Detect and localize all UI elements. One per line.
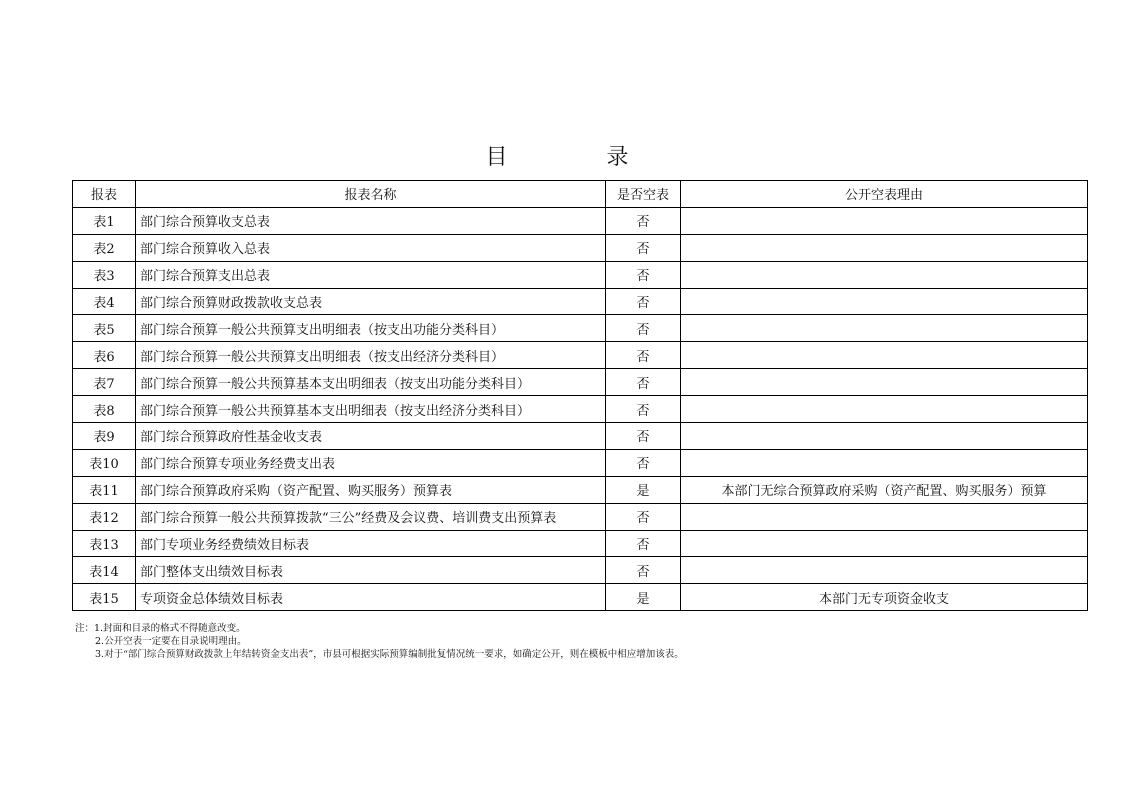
empty-reason-cell bbox=[681, 369, 1088, 396]
report-no-cell: 表3 bbox=[73, 261, 136, 288]
table-row bbox=[73, 234, 1088, 261]
page-title: 目 录 bbox=[485, 145, 675, 170]
table-row bbox=[73, 449, 1088, 476]
contents-table bbox=[72, 180, 1088, 611]
empty-reason-cell bbox=[681, 261, 1088, 288]
report-name-cell: 部门综合预算一般公共预算拨款“三公”经费及会议费、培训费支出预算表 bbox=[136, 503, 606, 530]
is-empty-cell: 否 bbox=[606, 557, 681, 584]
report-name-cell: 部门综合预算一般公共预算支出明细表（按支出功能分类科目） bbox=[136, 315, 606, 342]
report-no-cell: 表13 bbox=[73, 530, 136, 557]
report-name-cell: 部门综合预算收入总表 bbox=[136, 234, 606, 261]
table-row bbox=[73, 584, 1088, 611]
report-no-cell: 表2 bbox=[73, 234, 136, 261]
report-name-cell: 部门综合预算专项业务经费支出表 bbox=[136, 449, 606, 476]
empty-reason-cell bbox=[681, 396, 1088, 423]
report-no-cell: 表8 bbox=[73, 396, 136, 423]
report-name-cell: 专项资金总体绩效目标表 bbox=[136, 584, 606, 611]
is-empty-cell: 否 bbox=[606, 396, 681, 423]
empty-reason-cell bbox=[681, 449, 1088, 476]
empty-reason-cell: 本部门无专项资金收支 bbox=[681, 584, 1088, 611]
footnote-3: 3.对于“部门综合预算财政拨款上年结转资金支出表”，市县可根据实际预算编制批复情况统一要求，如确定公开，则在模板中相应增加该表。 bbox=[95, 649, 684, 660]
empty-reason-cell bbox=[681, 530, 1088, 557]
report-no-cell: 表6 bbox=[73, 342, 136, 369]
footnote-2: 2.公开空表一定要在目录说明理由。 bbox=[95, 636, 247, 647]
empty-reason-cell bbox=[681, 207, 1088, 234]
report-no-cell: 表1 bbox=[73, 207, 136, 234]
report-no-cell: 表5 bbox=[73, 315, 136, 342]
report-no-cell: 表15 bbox=[73, 584, 136, 611]
empty-reason-cell: 本部门无综合预算政府采购（资产配置、购买服务）预算 bbox=[681, 476, 1088, 503]
is-empty-cell: 否 bbox=[606, 234, 681, 261]
footnote-1: 注：1.封面和目录的格式不得随意改变。 bbox=[75, 623, 246, 634]
report-no-cell: 表9 bbox=[73, 423, 136, 450]
empty-reason-cell bbox=[681, 234, 1088, 261]
footnotes bbox=[75, 622, 684, 661]
report-no-cell: 表4 bbox=[73, 288, 136, 315]
table-row bbox=[73, 315, 1088, 342]
table-row bbox=[73, 342, 1088, 369]
is-empty-cell: 否 bbox=[606, 261, 681, 288]
report-name-cell: 部门综合预算一般公共预算基本支出明细表（按支出经济分类科目） bbox=[136, 396, 606, 423]
header-empty-reason: 公开空表理由 bbox=[681, 181, 1088, 208]
is-empty-cell: 否 bbox=[606, 207, 681, 234]
empty-reason-cell bbox=[681, 288, 1088, 315]
is-empty-cell: 否 bbox=[606, 315, 681, 342]
table-row bbox=[73, 207, 1088, 234]
report-no-cell: 表10 bbox=[73, 449, 136, 476]
table-header-row bbox=[73, 181, 1088, 208]
is-empty-cell: 否 bbox=[606, 503, 681, 530]
empty-reason-cell bbox=[681, 503, 1088, 530]
empty-reason-cell bbox=[681, 423, 1088, 450]
table-row bbox=[73, 476, 1088, 503]
report-name-cell: 部门综合预算支出总表 bbox=[136, 261, 606, 288]
empty-reason-cell bbox=[681, 342, 1088, 369]
report-name-cell: 部门综合预算政府采购（资产配置、购买服务）预算表 bbox=[136, 476, 606, 503]
is-empty-cell: 否 bbox=[606, 369, 681, 396]
table-body bbox=[73, 207, 1088, 610]
empty-reason-cell bbox=[681, 315, 1088, 342]
header-is-empty: 是否空表 bbox=[606, 181, 681, 208]
is-empty-cell: 否 bbox=[606, 342, 681, 369]
header-report-name: 报表名称 bbox=[136, 181, 606, 208]
is-empty-cell: 否 bbox=[606, 449, 681, 476]
is-empty-cell: 是 bbox=[606, 584, 681, 611]
report-no-cell: 表7 bbox=[73, 369, 136, 396]
is-empty-cell: 是 bbox=[606, 476, 681, 503]
report-no-cell: 表12 bbox=[73, 503, 136, 530]
is-empty-cell: 否 bbox=[606, 423, 681, 450]
report-name-cell: 部门综合预算一般公共预算支出明细表（按支出经济分类科目） bbox=[136, 342, 606, 369]
header-report-no: 报表 bbox=[73, 181, 136, 208]
table-row bbox=[73, 503, 1088, 530]
table-row bbox=[73, 369, 1088, 396]
table-row bbox=[73, 530, 1088, 557]
report-no-cell: 表14 bbox=[73, 557, 136, 584]
is-empty-cell: 否 bbox=[606, 288, 681, 315]
report-name-cell: 部门专项业务经费绩效目标表 bbox=[136, 530, 606, 557]
table-row bbox=[73, 557, 1088, 584]
report-no-cell: 表11 bbox=[73, 476, 136, 503]
report-name-cell: 部门综合预算收支总表 bbox=[136, 207, 606, 234]
table-row bbox=[73, 261, 1088, 288]
table-row bbox=[73, 396, 1088, 423]
report-name-cell: 部门整体支出绩效目标表 bbox=[136, 557, 606, 584]
empty-reason-cell bbox=[681, 557, 1088, 584]
table-row bbox=[73, 288, 1088, 315]
report-name-cell: 部门综合预算一般公共预算基本支出明细表（按支出功能分类科目） bbox=[136, 369, 606, 396]
report-name-cell: 部门综合预算政府性基金收支表 bbox=[136, 423, 606, 450]
is-empty-cell: 否 bbox=[606, 530, 681, 557]
table-row bbox=[73, 423, 1088, 450]
report-name-cell: 部门综合预算财政拨款收支总表 bbox=[136, 288, 606, 315]
